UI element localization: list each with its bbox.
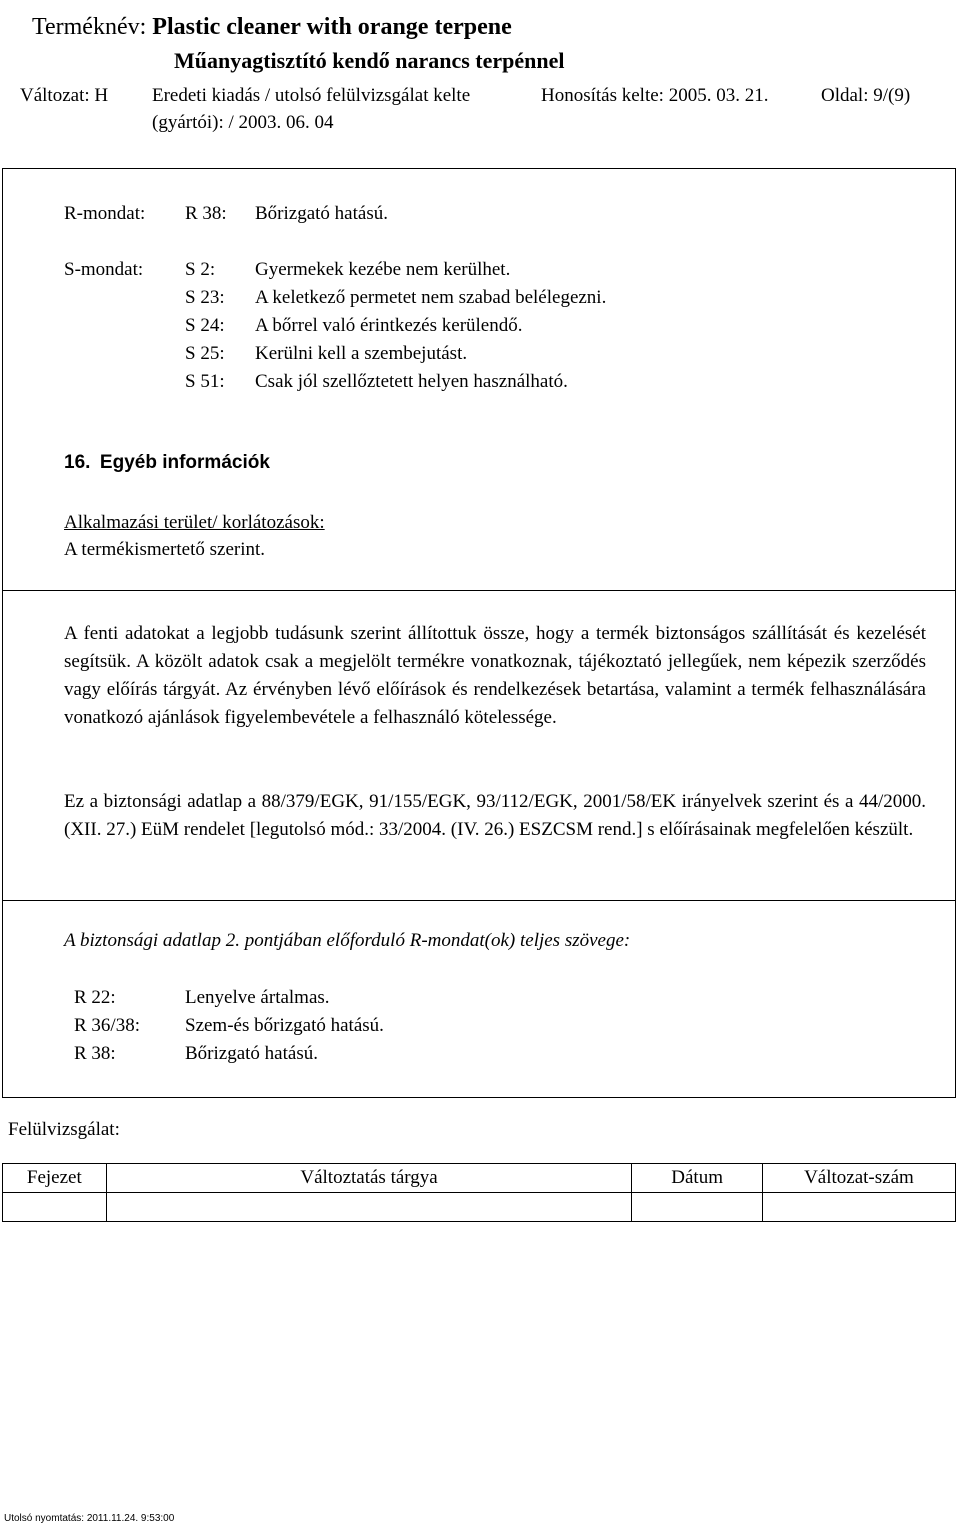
table-row: [3, 1164, 956, 1193]
s-phrase-text: Gyermekek kezébe nem kerülhet.: [255, 259, 511, 280]
r-full-text: Lenyelve ártalmas.: [185, 987, 330, 1008]
s-phrase-code: S 23:: [185, 287, 225, 308]
localization-date: Honosítás kelte: 2005. 03. 21.: [541, 85, 769, 106]
section-number: 16.: [64, 452, 91, 473]
application-area-label: Alkalmazási terület/ korlátozások:: [64, 512, 325, 533]
column-header: Változtatás tárgya: [106, 1164, 632, 1193]
r-full-text: Bőrizgató hatású.: [185, 1043, 318, 1064]
review-label: Felülvizsgálat:: [8, 1119, 120, 1140]
version: Változat: H: [20, 85, 109, 106]
s-phrase-code: S 25:: [185, 343, 225, 364]
product-title: [32, 14, 512, 41]
column-header: Változat-szám: [762, 1164, 955, 1193]
disclaimer-paragraph: A fenti adatokat a legjobb tudásunk szerint állítottuk össze, hogy a termék biztonságos szállítását és kezelését segítsük. A közölt adatok csak a megjelölt termékre vonatkoznak, tájékoztató jellegűek, nem képezik szerződés vagy előírás tárgyát. Az érvényben lévő előírások és rendelkezések betartása, valamint a termék felhasználására vonatkozó ajánlások figyelembevétele a felhasználó kötelessége.: [64, 623, 926, 728]
column-header: Fejezet: [3, 1164, 107, 1193]
original-issue-date: (gyártói): / 2003. 06. 04: [152, 112, 334, 133]
s-phrase-code: S 2:: [185, 259, 216, 280]
r-full-code: R 36/38:: [74, 1015, 140, 1036]
product-name-hu: Műanyagtisztító kendő narancs terpénnel: [174, 48, 565, 73]
s-phrase-text: A bőrrel való érintkezés kerülendő.: [255, 315, 523, 336]
table-cell: [106, 1193, 632, 1222]
r-phrase-label: R-mondat:: [64, 203, 146, 224]
original-issue: Eredeti kiadás / utolsó felülvizsgálat kelte: [152, 85, 471, 106]
r-full-code: R 22:: [74, 987, 116, 1008]
section-16-title: [64, 452, 270, 474]
table-cell: [3, 1193, 107, 1222]
s-phrase-code: S 24:: [185, 315, 225, 336]
r-full-text: Szem-és bőrizgató hatású.: [185, 1015, 384, 1036]
table-cell: [632, 1193, 762, 1222]
s-phrase-text: A keletkező permetet nem szabad belélegezni.: [255, 287, 607, 308]
r-full-code: R 38:: [74, 1043, 116, 1064]
application-area-text: A termékismertető szerint.: [64, 539, 266, 560]
page-number: Oldal: 9/(9): [821, 85, 911, 106]
product-name-en: Plastic cleaner with orange terpene: [152, 14, 512, 40]
review-table: [2, 1163, 956, 1222]
section-name: Egyéb információk: [99, 452, 270, 473]
product-label: Terméknév:: [32, 14, 147, 40]
print-timestamp: Utolsó nyomtatás: 2011.11.24. 9:53:00: [4, 1513, 175, 1524]
table-row: [3, 1193, 956, 1222]
r-phrases-full-title: A biztonsági adatlap 2. pontjában előforduló R-mondat(ok) teljes szövege:: [64, 930, 631, 951]
r-phrase-code: R 38:: [185, 203, 227, 224]
s-phrase-text: Csak jól szellőztetett helyen használható.: [255, 371, 568, 392]
table-cell: [762, 1193, 955, 1222]
column-header: Dátum: [632, 1164, 762, 1193]
r-phrase-text: Bőrizgató hatású.: [255, 203, 388, 224]
s-phrase-label: S-mondat:: [64, 259, 144, 280]
s-phrase-code: S 51:: [185, 371, 225, 392]
s-phrase-text: Kerülni kell a szembejutást.: [255, 343, 468, 364]
regulation-paragraph: Ez a biztonsági adatlap a 88/379/EGK, 91/155/EGK, 93/112/EGK, 2001/58/EK irányelvek szerint és a 44/2000. (XII. 27.) EüM rendelet [legutolsó mód.: 33/2004. (IV. 26.) ESZCSM rend.] s előírásainak megfelelően készült.: [64, 791, 926, 840]
